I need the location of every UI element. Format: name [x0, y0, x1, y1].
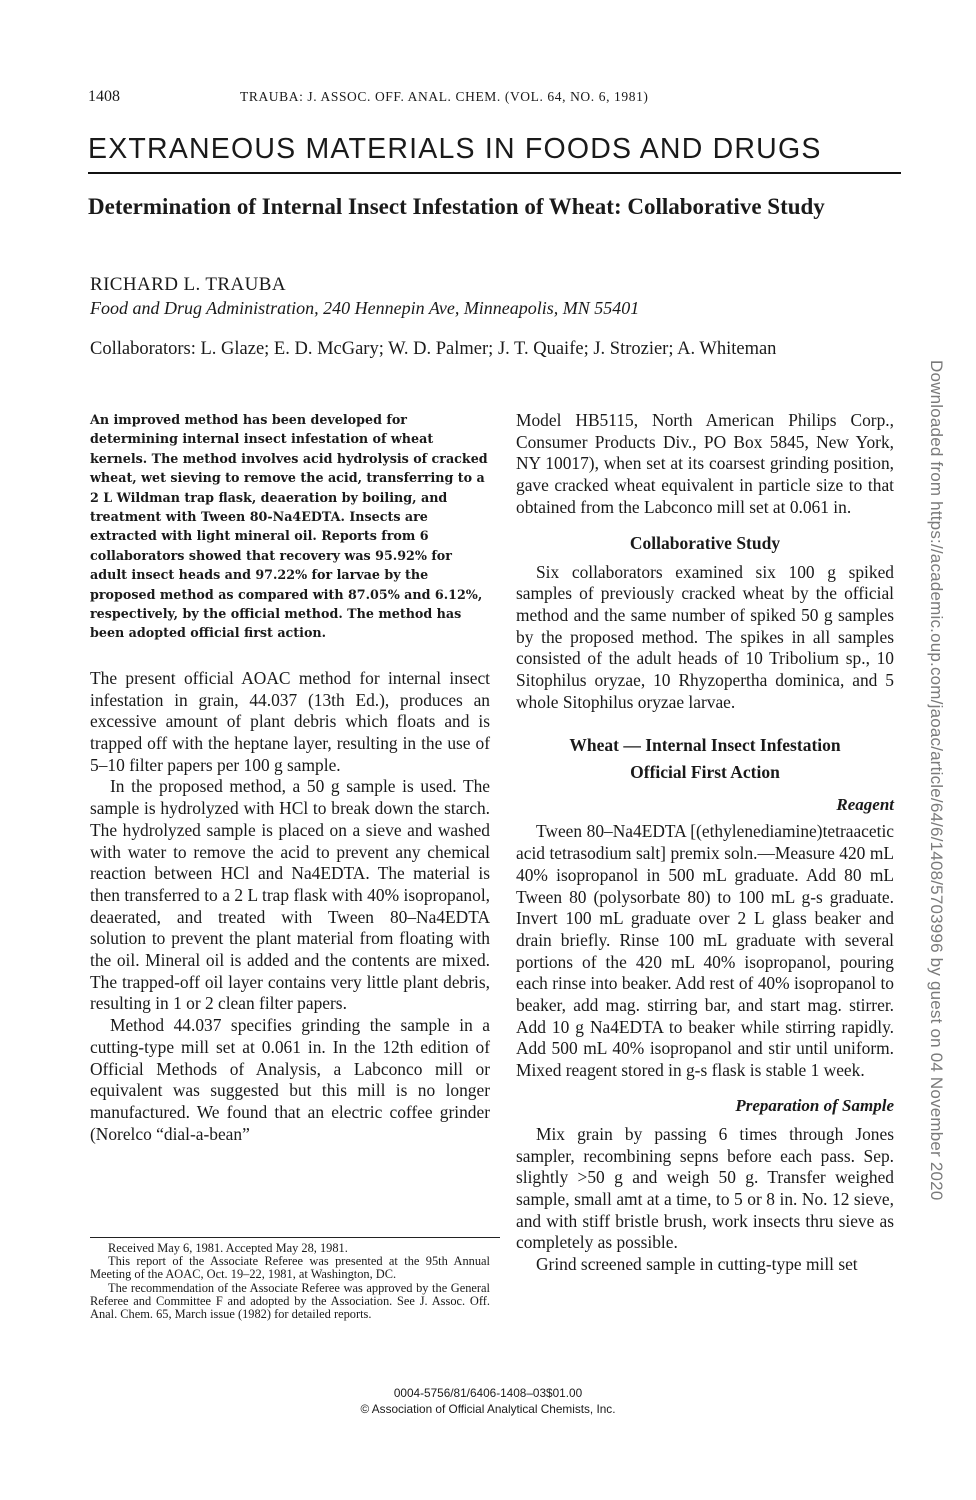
sample-prep-paragraph-2: Grind screened sample in cutting-type mill set — [536, 1254, 858, 1275]
footnotes — [90, 1242, 490, 1321]
footnote-recommendation: The recommendation of the Associate Referee was approved by the General Referee and Committee F and adopted by the Association. See J. Assoc. Off. Anal. Chem. 65, March issue (1982) for detailed reports. — [90, 1280, 490, 1322]
right-column — [516, 410, 894, 1276]
footnote-presented: This report of the Associate Referee was presented at the 95th Annual Meeting of the AOAC, Oct. 19–22, 1981, at Washington, DC. — [90, 1254, 490, 1282]
price-code: 0004-5756/81/6406-1408–03$01.00 — [393, 1386, 583, 1400]
body-paragraph-1: The present official AOAC method for internal insect infestation in grain, 44.037 (13th Ed.), produces an excessive amount of plant debris which floats and is trapped off with the heptane layer, resulting in the use of 5–10 filter papers per 100 g sample. — [90, 667, 490, 775]
left-column — [90, 410, 490, 1145]
body-paragraph-continued: Model HB5115, North American Philips Corp., Consumer Products Div., PO Box 5845, New York, NY 10017), when set at its coarsest grinding position, gave cracked wheat equivalent in particle size to that obtained from the Labconco mill set at 0.061 in. — [516, 410, 894, 517]
page-number: 1408 — [88, 88, 120, 105]
copyright-line: © Association of Official Analytical Chemists, Inc. — [360, 1402, 616, 1416]
sample-prep-paragraph-1: Mix grain by passing 6 times through Jones sampler, recombining sepns before each pass. Sep. slightly >50 g and weigh 50 g. Transfer weighed sample, small amt at a time, to 5 or 8 in. No. 12 sieve, and with stiff bristle brush, work insects thru sieve as completely as possible. — [516, 1123, 894, 1253]
watermark-text: Downloaded from https://academic.oup.com/jaoac/article/64/6/1408/5703996 by guest on 04 November 2020 — [927, 360, 946, 1201]
section-rule — [88, 172, 901, 174]
author-name: RICHARD L. TRAUBA — [90, 274, 286, 295]
running-head — [88, 88, 908, 112]
body-paragraph-3: Method 44.037 specifies grinding the sample in a cutting-type mill set at 0.061 in. In the 12th edition of Official Methods of Analysis, a Labconco mill or equivalent was suggested but this mill is no longer manufactured. We found that an electric coffee grinder (Norelco “dial-a-bean” — [90, 1015, 490, 1144]
running-title: TRAUBA: J. ASSOC. OFF. ANAL. CHEM. (VOL. 64, NO. 6, 1981) — [240, 89, 649, 104]
download-watermark — [922, 360, 948, 1201]
body-paragraph-2: In the proposed method, a 50 g sample is used. The sample is hydrolyzed with HCl to break down the starch. The hydrolyzed sample is placed on a sieve and washed with water to remove the acid to prevent any chemical reaction between HCl and Na4EDTA. The material is then transferred to a 2 L trap flask with 40% isopropanol, deaerated, and treated with Tween 80–Na4EDTA solution to prevent the plant material from floating with the oil. Mineral oil is added and the contents are mixed. The trapped-off oil layer contains very little plant debris, resulting in 1 or 2 clean filter papers. — [90, 776, 490, 1014]
publication-info — [300, 1385, 676, 1417]
method-heading: Wheat — Internal Insect Infestation — [569, 735, 841, 756]
section-heading: EXTRANEOUS MATERIALS IN FOODS AND DRUGS — [88, 133, 822, 165]
reagent-heading: Reagent — [836, 795, 894, 815]
collaborators-list: Collaborators: L. Glaze; E. D. McGary; W. D. Palmer; J. T. Quaife; J. Strozier; A. Whiteman — [90, 339, 777, 359]
author-affiliation: Food and Drug Administration, 240 Hennepin Ave, Minneapolis, MN 55401 — [90, 298, 640, 318]
footnote-received: Received May 6, 1981. Accepted May 28, 1981. — [108, 1241, 348, 1255]
article-title: Determination of Internal Insect Infestation of Wheat: Collaborative Study — [88, 194, 825, 219]
method-status-heading: Official First Action — [630, 762, 780, 783]
collaborative-study-paragraph: Six collaborators examined six 100 g spiked samples of previously cracked wheat by the official method and the same number of spiked 50 g samples by the proposed method. The spikes in all samples consisted of the adult heads of 10 Tribolium sp., 10 Sitophilus oryzae, 10 Rhyzopertha dominica, and 5 whole Sitophilus oryzae larvae. — [516, 561, 894, 712]
reagent-paragraph: Tween 80–Na4EDTA [(ethylenediamine)tetraacetic acid tetrasodium salt] premix soln.—Measure 420 mL 40% isopropanol in 500 mL graduate. Add 80 mL Tween 80 (polysorbate 80) to 100 mL g-s graduate. Invert 100 mL graduate over 2 L glass beaker and drain briefly. Rinse 100 mL graduate with several portions of the 420 mL 40% isopropanol, pouring each rinse into beaker. Add rest of 40% isopropanol to beaker, add mag. stirring bar, and start mag. stirrer. Add 10 g Na4EDTA to beaker while stirring rapidly. Add 500 mL 40% isopropanol and stir until uniform. Mixed reagent stored in g-s flask is stable 1 week. — [516, 821, 894, 1081]
abstract: An improved method has been developed for determining internal insect infestation of wheat kernels. The method involves acid hydrolysis of cracked wheat, wet sieving to remove the acid, transferring to a 2 L Wildman trap flask, deaeration by boiling, and treatment with Tween 80-Na4EDTA. Insects are extracted with light mineral oil. Reports from 6 collaborators showed that recovery was 95.92% for adult insect heads and 97.22% for larvae by the proposed method as compared with 87.05% and 6.12%, respectively, by the official method. The method has been adopted official first action. — [90, 412, 488, 641]
footnote-rule — [90, 1237, 500, 1238]
collaborative-study-heading: Collaborative Study — [629, 532, 781, 553]
sample-prep-heading: Preparation of Sample — [735, 1095, 894, 1115]
